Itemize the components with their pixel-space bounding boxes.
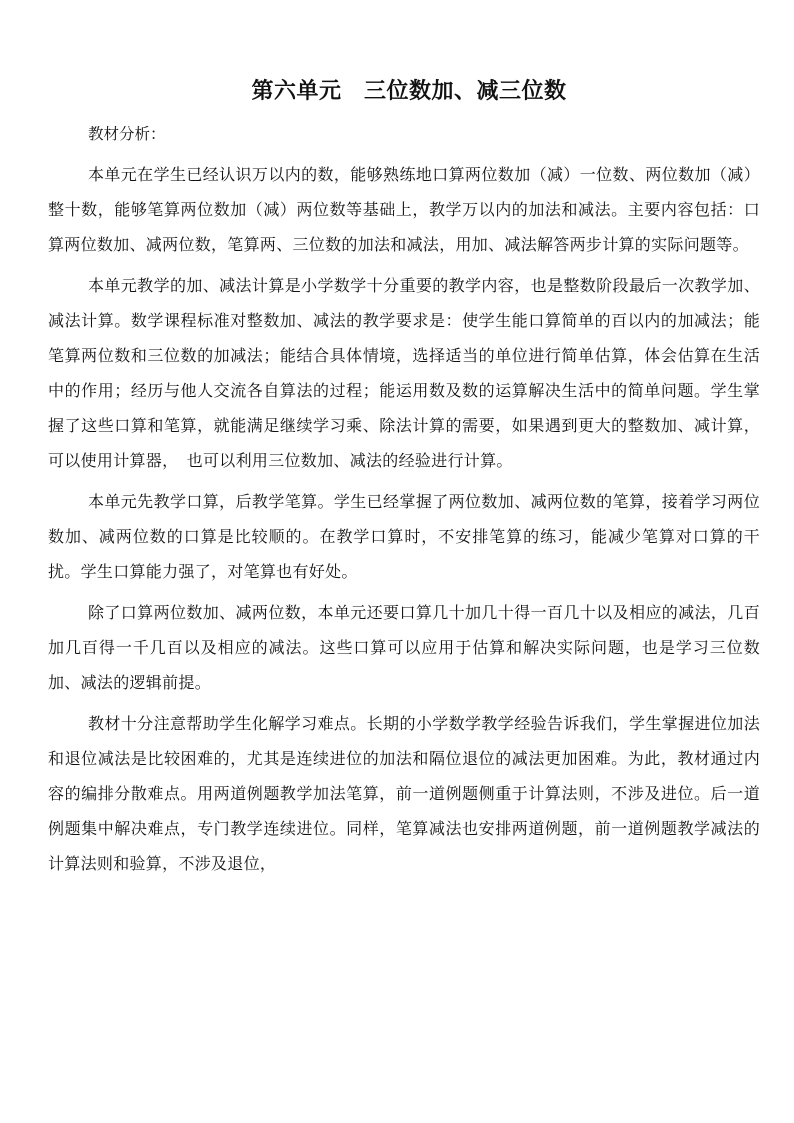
paragraph-4: 除了口算两位数加、减两位数，本单元还要口算几十加几十得一百几十以及相应的减法，几百加几百得一千几百以及相应的减法。这些口算可以应用于估算和解决实际问题，也是学习三位数加、减法的逻辑前提。 bbox=[48, 603, 760, 692]
paragraph-5: 教材十分注意帮助学生化解学习难点。长期的小学数学教学经验告诉我们，学生掌握进位加法和退位减法是比较困难的，尤其是连续进位的加法和隔位退位的减法更加困难。为此，教材通过内容的编排分散难点。用两道例题教学加法笔算，前一道例题侧重于计算法则，不涉及进位。后一道例题集中解决难点，专门教学连续进位。同样，笔算减法也安排两道例题，前一道例题教学减法的计算法则和验算，不涉及退位， bbox=[48, 714, 760, 873]
section-subheading: 教材分析： bbox=[88, 125, 166, 143]
paragraph-3: 本单元先教学口算，后教学笔算。学生已经掌握了两位数加、减两位数的笔算，接着学习两位数加、减两位数的口算是比较顺的。在教学口算时，不安排笔算的练习，能减少笔算对口算的干扰。学生口算能力强了，对笔算也有好处。 bbox=[48, 492, 760, 581]
document-title: 第六单元 三位数加、减三位数 bbox=[251, 78, 567, 104]
document-body bbox=[48, 74, 760, 887]
paragraph-1: 本单元在学生已经认识万以内的数，能够熟练地口算两位数加（减）一位数、两位数加（减）整十数，能够笔算两位数加（减）两位数等基础上，教学万以内的加法和减法。主要内容包括：口算两位数加、减两位数，笔算两、三位数的加法和减法，用加、减法解答两步计算的实际问题等。 bbox=[48, 165, 760, 254]
paragraph-2: 本单元教学的加、减法计算是小学数学十分重要的教学内容，也是整数阶段最后一次教学加、减法计算。数学课程标准对整数加、减法的教学要求是：使学生能口算简单的百以内的加减法；能笔算两位数和三位数的加减法；能结合具体情境，选择适当的单位进行简单估算，体会估算在生活中的作用；经历与他人交流各自算法的过程；能运用数及数的运算解决生活中的简单问题。学生掌握了这些口算和笔算，就能满足继续学习乘、除法计算的需要，如果遇到更大的整数加、减计算，可以使用计算器， 也可以利用三位数加、减法的经验进行计算。 bbox=[48, 276, 760, 470]
